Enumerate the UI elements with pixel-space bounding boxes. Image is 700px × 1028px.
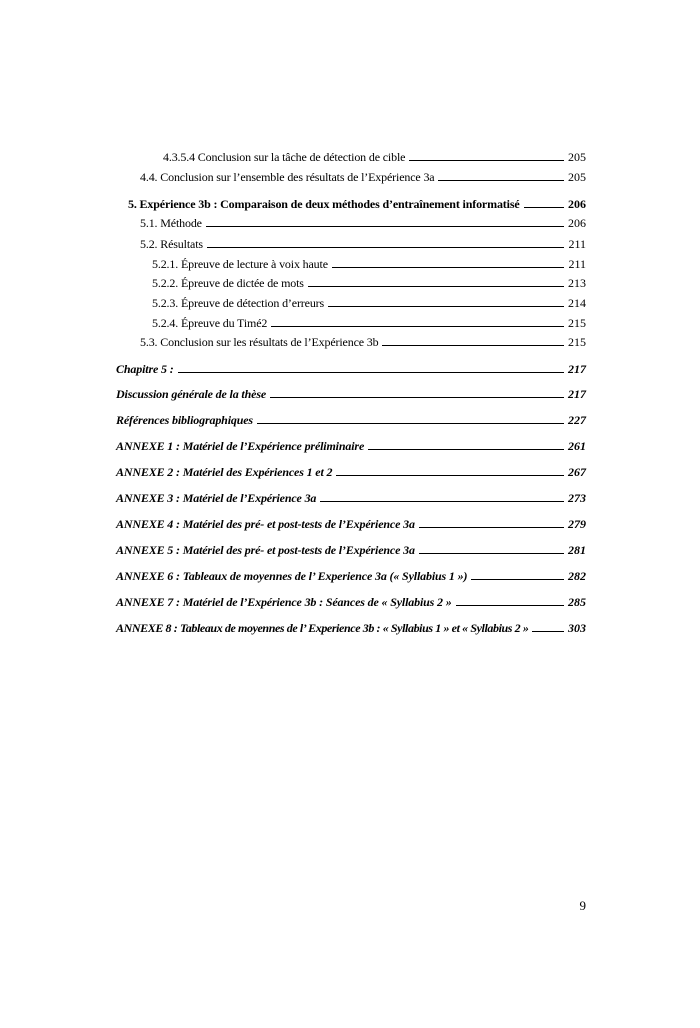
- dot-leader: [532, 631, 564, 632]
- dot-leader: [257, 423, 564, 424]
- toc-entry[interactable]: [140, 212, 586, 230]
- toc-entry-label: ANNEXE 4 : Matériel des pré- et post-tests de l’Expérience 3a: [116, 517, 415, 531]
- toc-entry-label: 5. Expérience 3b : Comparaison de deux méthodes d’entraînement informatisé: [128, 197, 520, 211]
- toc-entry-page: 281: [568, 543, 586, 557]
- toc-entry[interactable]: [152, 272, 586, 290]
- dot-leader: [336, 475, 564, 476]
- dot-leader: [438, 180, 564, 181]
- dot-leader: [207, 247, 564, 248]
- dot-leader: [320, 501, 564, 502]
- toc-entry[interactable]: [163, 146, 586, 164]
- dot-leader: [524, 207, 564, 208]
- toc-entry[interactable]: [140, 331, 586, 349]
- toc-entry[interactable]: [116, 617, 586, 635]
- toc-entry[interactable]: [128, 193, 586, 211]
- toc-entry-page: 279: [568, 517, 586, 531]
- dot-leader: [178, 372, 564, 373]
- toc-entry[interactable]: [140, 233, 586, 251]
- toc-entry[interactable]: [116, 358, 586, 376]
- toc-entry-label: ANNEXE 8 : Tableaux de moyennes de l’ Experience 3b : « Syllabius 1 » et « Syllabius 2 »: [116, 621, 529, 635]
- dot-leader: [270, 397, 564, 398]
- toc-entry[interactable]: [116, 591, 586, 609]
- toc-entry-page: 213: [568, 276, 586, 290]
- dot-leader: [332, 267, 564, 268]
- toc-entry-page: 205: [568, 150, 586, 164]
- toc-entry-label: 5.2.3. Épreuve de détection d’erreurs: [152, 296, 325, 310]
- toc-entry-label: ANNEXE 6 : Tableaux de moyennes de l’ Experience 3a (« Syllabius 1 »): [116, 569, 468, 583]
- toc-entry-page: 261: [568, 439, 586, 453]
- toc-entry-page: 227: [568, 413, 586, 427]
- dot-leader: [271, 326, 564, 327]
- toc-entry-label: 5.1. Méthode: [140, 216, 202, 230]
- toc-entry-label: ANNEXE 1 : Matériel de l’Expérience préliminaire: [116, 439, 365, 453]
- dot-leader: [206, 226, 564, 227]
- toc-entry-page: 217: [568, 362, 586, 376]
- toc-entry-page: 282: [568, 569, 586, 583]
- toc-entry[interactable]: [116, 513, 586, 531]
- dot-leader: [368, 449, 564, 450]
- toc-entry[interactable]: [116, 435, 586, 453]
- dot-leader: [419, 553, 564, 554]
- toc-entry[interactable]: [116, 539, 586, 557]
- dot-leader: [471, 579, 564, 580]
- toc-entry[interactable]: [140, 166, 586, 184]
- toc-entry-page: 273: [568, 491, 586, 505]
- dot-leader: [419, 527, 564, 528]
- toc-entry-page: 206: [568, 197, 586, 211]
- toc-entry-page: 211: [568, 257, 586, 271]
- toc-entry-page: 267: [568, 465, 586, 479]
- toc-entry-label: Chapitre 5 :: [116, 362, 174, 376]
- toc-entry-label: ANNEXE 3 : Matériel de l’Expérience 3a: [116, 491, 317, 505]
- toc-entry-label: 5.2.2. Épreuve de dictée de mots: [152, 276, 304, 290]
- toc-entry-page: 285: [568, 595, 586, 609]
- toc-entry-label: 5.2.4. Épreuve du Timé2: [152, 316, 268, 330]
- toc-entry-label: ANNEXE 2 : Matériel des Expériences 1 et 2: [116, 465, 333, 479]
- toc-entry[interactable]: [116, 487, 586, 505]
- dot-leader: [328, 306, 564, 307]
- toc-entry-page: 215: [568, 335, 586, 349]
- dot-leader: [382, 345, 564, 346]
- toc-entry-label: 4.3.5.4 Conclusion sur la tâche de détection de cible: [163, 150, 406, 164]
- toc-entry-page: 214: [568, 296, 586, 310]
- toc-entry-page: 217: [568, 387, 586, 401]
- toc-entry-label: 5.3. Conclusion sur les résultats de l’Expérience 3b: [140, 335, 379, 349]
- toc-entry[interactable]: [116, 461, 586, 479]
- toc-entry-label: 5.2.1. Épreuve de lecture à voix haute: [152, 257, 328, 271]
- toc-entry-page: 211: [568, 237, 586, 251]
- toc-entry[interactable]: [116, 565, 586, 583]
- toc-entry-label: ANNEXE 5 : Matériel des pré- et post-tests de l’Expérience 3a: [116, 543, 415, 557]
- toc-entry-label: 5.2. Résultats: [140, 237, 203, 251]
- toc-entry[interactable]: [152, 312, 586, 330]
- toc-entry-page: 205: [568, 170, 586, 184]
- dot-leader: [456, 605, 564, 606]
- toc-entry-page: 206: [568, 216, 586, 230]
- toc-entry-page: 215: [568, 316, 586, 330]
- toc-entry[interactable]: [116, 383, 586, 401]
- toc-entry[interactable]: [116, 409, 586, 427]
- toc-entry-label: Références bibliographiques: [116, 413, 253, 427]
- toc-entry-page: 303: [568, 621, 586, 635]
- toc-entry-label: ANNEXE 7 : Matériel de l’Expérience 3b : Séances de « Syllabius 2 »: [116, 595, 452, 609]
- toc-entry[interactable]: [152, 292, 586, 310]
- toc-entry-label: Discussion générale de la thèse: [116, 387, 267, 401]
- dot-leader: [308, 286, 564, 287]
- page-number: 9: [579, 898, 586, 913]
- dot-leader: [409, 160, 564, 161]
- toc-entry[interactable]: [152, 253, 586, 271]
- toc-entry-label: 4.4. Conclusion sur l’ensemble des résultats de l’Expérience 3a: [140, 170, 435, 184]
